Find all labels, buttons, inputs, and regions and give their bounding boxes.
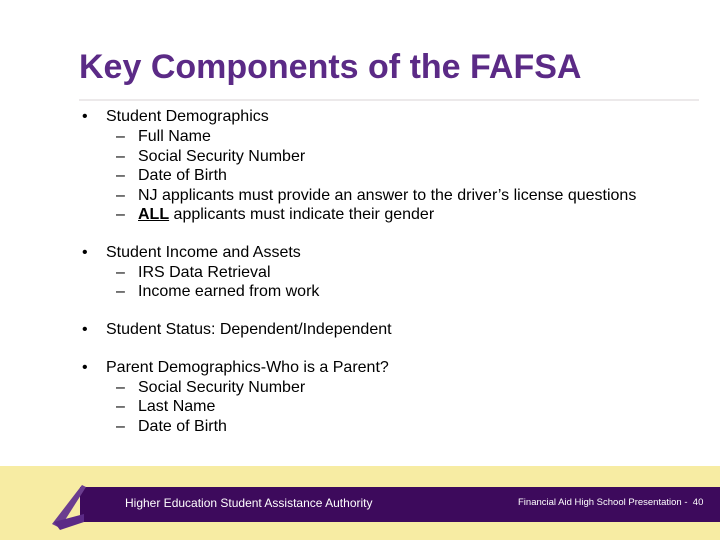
sub-item: – ALL applicants must indicate their gender <box>116 206 435 223</box>
dash-icon: – <box>116 417 125 435</box>
sub-item: – Income earned from work <box>116 283 320 300</box>
sub-item: – NJ applicants must provide an answer to the driver’s license questions <box>116 186 637 204</box>
dash-icon: – <box>116 398 125 415</box>
bullet-dot-icon: • <box>82 243 88 261</box>
slide-title: Key Components of the FAFSA <box>79 48 582 86</box>
footer-organization: Higher Education Student Assistance Authority <box>125 496 373 510</box>
sub-item: – Social Security Number <box>116 147 306 165</box>
dash-icon: – <box>116 263 125 281</box>
bullet-label: Student Income and Assets <box>106 243 301 261</box>
bullet-student-demographics <box>82 107 712 225</box>
bullet-label: Student Status: Dependent/Independent <box>106 320 392 338</box>
dash-icon: – <box>116 378 125 396</box>
dash-icon: – <box>116 186 125 204</box>
footer-presentation <box>518 497 703 508</box>
bullet-student-income <box>82 243 712 302</box>
dash-icon: – <box>116 147 125 165</box>
bullet-dot-icon: • <box>82 320 88 338</box>
sub-item: – Last Name <box>116 398 216 415</box>
sub-item: – Full Name <box>116 128 211 145</box>
bullet-list <box>82 107 712 454</box>
bullet-dot-icon: • <box>82 358 88 376</box>
sub-item: – Date of Birth <box>116 417 227 435</box>
dash-icon: – <box>116 283 125 300</box>
dash-icon: – <box>116 128 125 145</box>
page-number: 40 <box>692 497 704 508</box>
bullet-label: Student Demographics <box>106 108 269 125</box>
dash-icon: – <box>116 206 125 223</box>
bullet-dot-icon: • <box>82 108 88 125</box>
sub-item: – Social Security Number <box>116 378 306 396</box>
footer-presentation-label: Financial Aid High School Presentation - <box>518 497 688 508</box>
dash-icon: – <box>116 167 125 184</box>
emphasis-all: ALL <box>138 206 170 223</box>
bullet-label: Parent Demographics-Who is a Parent? <box>106 358 389 376</box>
sub-item: – Date of Birth <box>116 167 227 184</box>
sub-item: – IRS Data Retrieval <box>116 263 271 281</box>
bullet-parent-demographics <box>82 358 712 437</box>
footer-swoosh-graphic <box>0 466 120 540</box>
bullet-student-status <box>82 320 712 340</box>
title-divider <box>79 99 699 101</box>
